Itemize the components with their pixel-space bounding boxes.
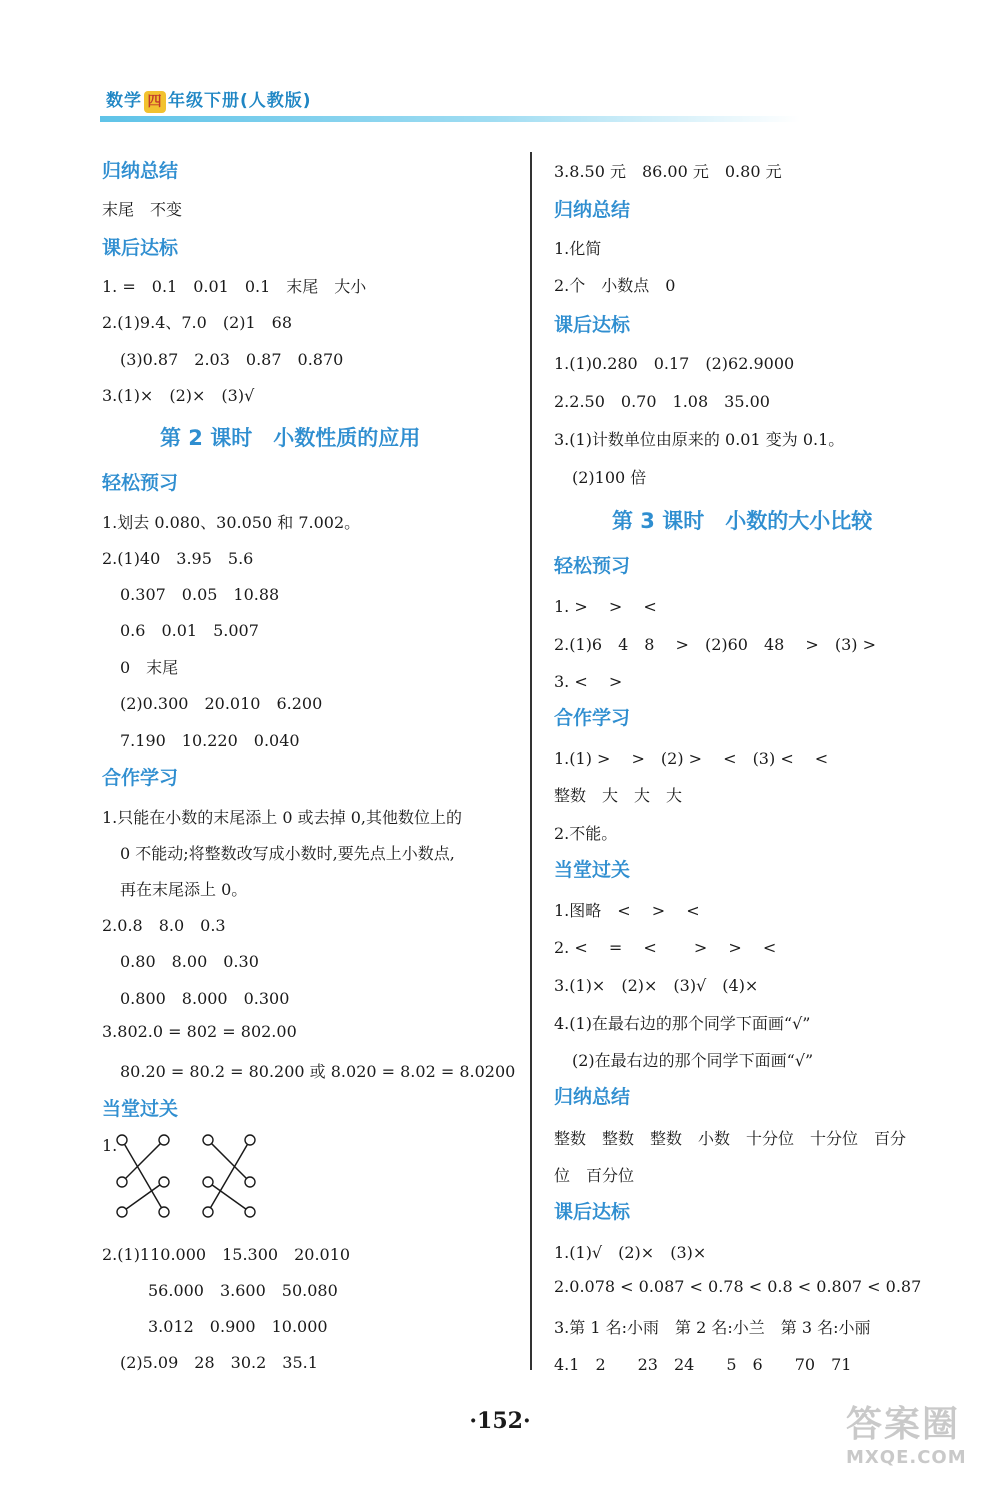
left-sec2-title: 课后达标 [102, 237, 179, 259]
left-sec5-line5: (2)5.09 28 30.2 35.1 [120, 1353, 318, 1372]
left-sec3-line6: (2)0.300 20.010 6.200 [120, 694, 323, 713]
left-sec3-line7: 7.190 10.220 0.040 [120, 731, 300, 750]
right-sec7-line4: 4.1 2 23 24 5 6 70 71 [554, 1355, 852, 1374]
left-sec5-line1: 1. [102, 1136, 118, 1155]
left-sec4-line1: 1.只能在小数的末尾添上 0 或去掉 0,其他数位上的 [102, 808, 462, 827]
right-top-line1: 3.8.50 元 86.00 元 0.80 元 [554, 162, 782, 181]
left-sec3-line5: 0 末尾 [120, 658, 179, 677]
header-subject: 数学 [106, 91, 142, 111]
left-sec5-line3: 56.000 3.600 50.080 [148, 1281, 338, 1300]
right-sec4-line1: 1.(1) > > (2) > < (3) < < [554, 749, 829, 768]
left-sec4-line6: 0.800 8.000 0.300 [120, 989, 290, 1008]
right-sec6-line1: 整数 整数 整数 小数 十分位 十分位 百分 [554, 1129, 907, 1148]
right-sec4-line3: 2.不能。 [554, 824, 618, 843]
left-sec4-line4: 2.0.8 8.0 0.3 [102, 916, 226, 935]
lesson2-title: 第 2 课时 小数性质的应用 [160, 426, 421, 450]
left-sec4-line7: 3.802.0 = 802 = 802.00 [102, 1022, 297, 1041]
match-node [245, 1135, 255, 1145]
right-sec2-line3: 3.(1)计数单位由原来的 0.01 变为 0.1。 [554, 430, 845, 449]
left-sec5-line4: 3.012 0.900 10.000 [148, 1317, 328, 1336]
match-node [159, 1177, 169, 1187]
match-node [245, 1207, 255, 1217]
left-sec3-line2: 2.(1)40 3.95 5.6 [102, 549, 254, 568]
match-node [203, 1177, 213, 1187]
right-sec5-line3: 3.(1)× (2)× (3)√ (4)× [554, 976, 759, 995]
right-sec4-title: 合作学习 [554, 707, 631, 729]
right-sec5-line1: 1.图略 < > < [554, 901, 700, 920]
header-rule [100, 116, 800, 122]
match-node [117, 1135, 127, 1145]
right-sec3-line3: 3. < > [554, 672, 623, 691]
right-sec5-title: 当堂过关 [554, 859, 631, 881]
column-divider [530, 152, 532, 1370]
left-sec4-line3: 再在末尾添上 0。 [120, 880, 248, 899]
match-node [245, 1177, 255, 1187]
right-sec5-line2: 2. < = < > > < [554, 938, 777, 957]
left-sec2-line3: (3)0.87 2.03 0.87 0.870 [120, 350, 344, 369]
right-sec6-line2: 位 百分位 [554, 1166, 635, 1185]
watermark [846, 1396, 986, 1482]
right-sec5-line4: 4.(1)在最右边的那个同学下面画“√” [554, 1014, 811, 1033]
match-node [203, 1207, 213, 1217]
left-sec1-line1: 末尾 不变 [102, 200, 183, 219]
right-sec3-line2: 2.(1)6 4 8 > (2)60 48 > (3) > [554, 635, 876, 654]
matching-diagram [112, 1132, 262, 1224]
match-node [159, 1207, 169, 1217]
left-sec2-line4: 3.(1)× (2)× (3)√ [102, 386, 255, 405]
right-sec4-line2: 整数 大 大 大 [554, 786, 683, 805]
left-sec4-line5: 0.80 8.00 0.30 [120, 952, 259, 971]
left-sec3-line4: 0.6 0.01 5.007 [120, 621, 259, 640]
watermark-url: MXQE.COM [846, 1447, 967, 1468]
right-sec7-line3: 3.第 1 名:小雨 第 2 名:小兰 第 3 名:小丽 [554, 1318, 871, 1337]
right-sec2-line2: 2.2.50 0.70 1.08 35.00 [554, 392, 770, 411]
right-sec7-line2: 2.0.078 < 0.087 < 0.78 < 0.8 < 0.807 < 0.87 [554, 1277, 922, 1296]
left-sec2-line1: 1. = 0.1 0.01 0.1 末尾 大小 [102, 277, 367, 296]
match-node [117, 1177, 127, 1187]
watermark-logo-text: 答案圈 [846, 1404, 961, 1445]
left-sec5-title: 当堂过关 [102, 1098, 179, 1120]
match-node [159, 1135, 169, 1145]
left-sec2-line2: 2.(1)9.4、7.0 (2)1 68 [102, 313, 293, 332]
left-sec4-title: 合作学习 [102, 767, 179, 789]
right-sec5-line5: (2)在最右边的那个同学下面画“√” [572, 1051, 814, 1070]
right-sec2-line1: 1.(1)0.280 0.17 (2)62.9000 [554, 354, 795, 373]
left-sec5-line2: 2.(1)110.000 15.300 20.010 [102, 1245, 351, 1264]
left-sec3-title: 轻松预习 [102, 472, 179, 494]
right-sec1-line2: 2.个 小数点 0 [554, 276, 676, 295]
right-sec1-title: 归纳总结 [554, 199, 631, 221]
match-node [117, 1207, 127, 1217]
header-grade-badge: 四 [144, 91, 166, 113]
right-sec3-line1: 1. > > < [554, 597, 657, 616]
match-line [122, 1182, 164, 1212]
left-sec3-line1: 1.划去 0.080、30.050 和 7.002。 [102, 513, 361, 532]
left-sec4-line8: 80.20 = 80.2 = 80.200 或 8.020 = 8.02 = 8.0200 [120, 1062, 516, 1081]
match-node [203, 1135, 213, 1145]
right-sec6-title: 归纳总结 [554, 1086, 631, 1108]
right-sec3-title: 轻松预习 [554, 555, 631, 577]
left-sec3-line3: 0.307 0.05 10.88 [120, 585, 280, 604]
right-sec7-line1: 1.(1)√ (2)× (3)× [554, 1243, 707, 1262]
running-header [106, 86, 312, 113]
lesson3-title: 第 3 课时 小数的大小比较 [612, 509, 873, 533]
match-line [208, 1182, 250, 1212]
left-sec1-title: 归纳总结 [102, 160, 179, 182]
right-sec2-line4: (2)100 倍 [572, 468, 647, 487]
right-sec1-line1: 1.化简 [554, 239, 602, 258]
header-book: 年级下册(人教版) [168, 91, 312, 111]
page-number: ·152· [469, 1408, 531, 1434]
right-sec2-title: 课后达标 [554, 314, 631, 336]
right-sec7-title: 课后达标 [554, 1201, 631, 1223]
left-sec4-line2: 0 不能动;将整数改写成小数时,要先点上小数点, [120, 844, 455, 863]
